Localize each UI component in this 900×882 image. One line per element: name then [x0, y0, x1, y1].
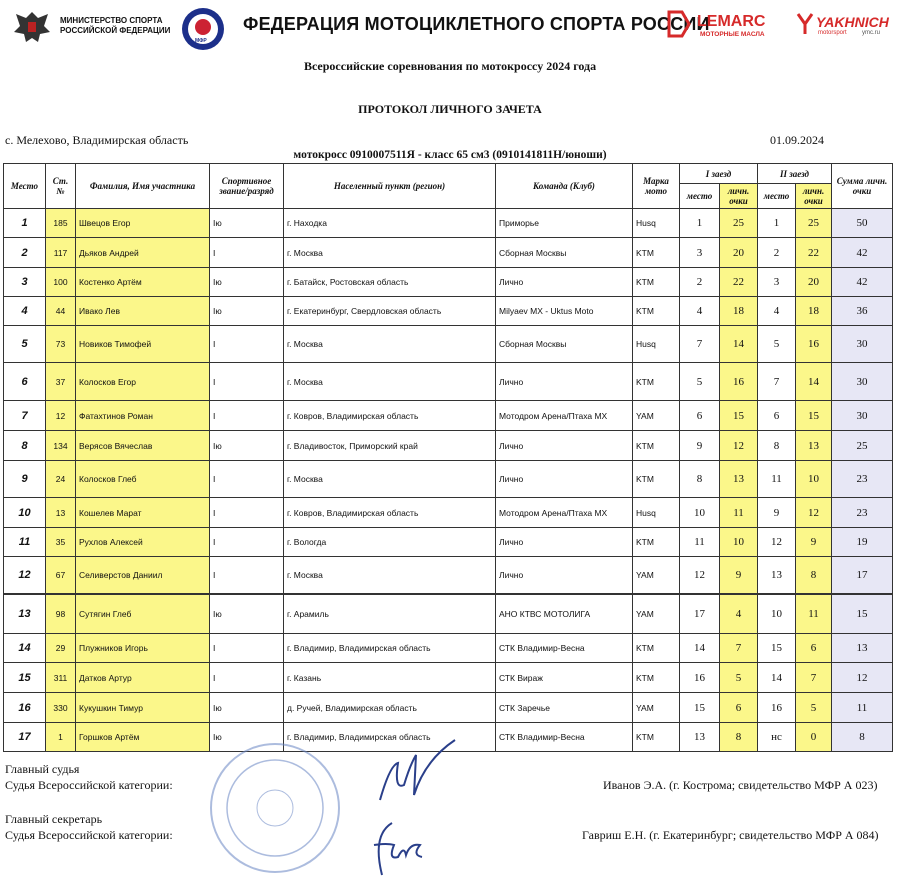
cell-race-2-place: 6: [758, 401, 796, 431]
competition-title: Всероссийские соревнования по мотокроссу 2024 года: [303, 59, 597, 73]
cell-place: 1: [4, 209, 46, 238]
cell-race-1-place: 9: [680, 431, 720, 461]
cell-team: Лично: [496, 268, 633, 297]
cell-race-2-place: нс: [758, 723, 796, 752]
table-row: [4, 461, 893, 498]
cell-race-1-points: 13: [720, 461, 758, 498]
cell-race-1-points: 22: [720, 268, 758, 297]
cell-sum: 42: [832, 238, 893, 268]
cell-place: 6: [4, 363, 46, 401]
cell-name: Колосков Глеб: [76, 461, 210, 498]
cell-rank: I: [210, 663, 284, 693]
cell-city: г. Казань: [284, 663, 496, 693]
cell-team: Приморье: [496, 209, 633, 238]
cell-start-no: 185: [46, 209, 76, 238]
cell-race-2-place: 14: [758, 663, 796, 693]
cell-place: 12: [4, 557, 46, 594]
chief-judge-title: Главный судья: [5, 762, 80, 776]
cell-place: 11: [4, 528, 46, 557]
cell-race-1-place: 11: [680, 528, 720, 557]
cell-start-no: 1: [46, 723, 76, 752]
cell-rank: I: [210, 528, 284, 557]
cell-name: Рухлов Алексей: [76, 528, 210, 557]
cell-start-no: 311: [46, 663, 76, 693]
cell-bike: Husq: [633, 209, 680, 238]
chief-judge-category: Судья Всероссийской категории:: [5, 778, 173, 792]
protocol-title: ПРОТОКОЛ ЛИЧНОГО ЗАЧЕТА: [358, 102, 542, 116]
cell-bike: KTM: [633, 431, 680, 461]
table-row: [4, 634, 893, 663]
cell-race-1-place: 1: [680, 209, 720, 238]
cell-name: Кошелев Марат: [76, 498, 210, 528]
cell-city: г. Вологда: [284, 528, 496, 557]
cell-name: Сутягин Глеб: [76, 594, 210, 634]
cell-city: г. Батайск, Ростовская область: [284, 268, 496, 297]
cell-name: Колосков Егор: [76, 363, 210, 401]
cell-team: Сборная Москвы: [496, 238, 633, 268]
cell-sum: 30: [832, 363, 893, 401]
cell-sum: 19: [832, 528, 893, 557]
cell-city: г. Ковров, Владимирская область: [284, 498, 496, 528]
cell-place: 16: [4, 693, 46, 723]
lemarc-subtitle: МОТОРНЫЕ МАСЛА: [700, 31, 765, 38]
cell-start-no: 73: [46, 326, 76, 363]
cell-name: Плужников Игорь: [76, 634, 210, 663]
cell-race-2-place: 9: [758, 498, 796, 528]
cell-race-2-points: 25: [796, 209, 832, 238]
cell-place: 9: [4, 461, 46, 498]
cell-sum: 12: [832, 663, 893, 693]
ministry-line-1: МИНИСТЕРСТВО СПОРТА: [60, 16, 163, 25]
cell-rank: Iю: [210, 268, 284, 297]
cell-race-2-points: 13: [796, 431, 832, 461]
mfr-logo-icon: [180, 6, 226, 52]
table-row: [4, 594, 893, 634]
cell-race-1-place: 17: [680, 594, 720, 634]
cell-team: Лично: [496, 557, 633, 594]
cell-city: г. Арамиль: [284, 594, 496, 634]
mfr-badge: МФР: [195, 38, 207, 44]
cell-race-2-points: 16: [796, 326, 832, 363]
cell-team: Сборная Москвы: [496, 326, 633, 363]
cell-race-1-points: 12: [720, 431, 758, 461]
cell-rank: Iю: [210, 431, 284, 461]
cell-name: Ивако Лев: [76, 297, 210, 326]
table-row: [4, 209, 893, 238]
table-row: [4, 528, 893, 557]
cell-start-no: 12: [46, 401, 76, 431]
cell-name: Фатахтинов Роман: [76, 401, 210, 431]
chief-judge-signature-icon: [370, 735, 460, 810]
col-name: Фамилия, Имя участника: [76, 164, 210, 209]
cell-place: 5: [4, 326, 46, 363]
ministry-name: [60, 16, 180, 36]
cell-name: Дьяков Андрей: [76, 238, 210, 268]
cell-place: 14: [4, 634, 46, 663]
cell-place: 4: [4, 297, 46, 326]
cell-sum: 23: [832, 498, 893, 528]
col-race-2: II заезд: [758, 164, 832, 184]
yakhnich-subtitle: motorsport: [818, 30, 847, 36]
table-row: [4, 326, 893, 363]
cell-race-1-place: 2: [680, 268, 720, 297]
cell-race-1-place: 14: [680, 634, 720, 663]
cell-rank: I: [210, 363, 284, 401]
cell-race-1-place: 7: [680, 326, 720, 363]
lemarc-logo-icon: [666, 10, 692, 38]
cell-rank: I: [210, 238, 284, 268]
cell-bike: KTM: [633, 461, 680, 498]
cell-sum: 30: [832, 326, 893, 363]
official-stamp-icon: [200, 738, 350, 878]
cell-bike: KTM: [633, 663, 680, 693]
cell-race-1-place: 10: [680, 498, 720, 528]
col-race-2-points: личн. очки: [796, 184, 832, 209]
cell-city: г. Находка: [284, 209, 496, 238]
col-sum: Сумма личн. очки: [832, 164, 893, 209]
cell-race-1-place: 8: [680, 461, 720, 498]
cell-race-2-points: 0: [796, 723, 832, 752]
cell-sum: 25: [832, 431, 893, 461]
col-rank: Спортивное звание/разряд: [210, 164, 284, 209]
cell-bike: Husq: [633, 326, 680, 363]
cell-race-2-points: 22: [796, 238, 832, 268]
cell-race-1-place: 6: [680, 401, 720, 431]
col-start-no: Ст. №: [46, 164, 76, 209]
cell-race-1-place: 3: [680, 238, 720, 268]
cell-race-1-points: 10: [720, 528, 758, 557]
cell-sum: 15: [832, 594, 893, 634]
cell-bike: YAM: [633, 557, 680, 594]
cell-bike: YAM: [633, 401, 680, 431]
event-date: 01.09.2024: [770, 133, 824, 147]
cell-race-2-place: 3: [758, 268, 796, 297]
cell-race-2-place: 2: [758, 238, 796, 268]
cell-bike: KTM: [633, 238, 680, 268]
cell-sum: 8: [832, 723, 893, 752]
table-row: [4, 401, 893, 431]
cell-name: Костенко Артём: [76, 268, 210, 297]
table-row: [4, 498, 893, 528]
cell-race-1-points: 4: [720, 594, 758, 634]
cell-rank: I: [210, 326, 284, 363]
cell-race-1-points: 6: [720, 693, 758, 723]
cell-race-2-place: 10: [758, 594, 796, 634]
cell-name: Селиверстов Даниил: [76, 557, 210, 594]
cell-start-no: 44: [46, 297, 76, 326]
cell-race-1-points: 20: [720, 238, 758, 268]
cell-start-no: 29: [46, 634, 76, 663]
cell-place: 2: [4, 238, 46, 268]
cell-race-1-points: 15: [720, 401, 758, 431]
cell-start-no: 98: [46, 594, 76, 634]
cell-team: Лично: [496, 461, 633, 498]
cell-rank: Iю: [210, 693, 284, 723]
cell-race-1-place: 12: [680, 557, 720, 594]
cell-name: Горшков Артём: [76, 723, 210, 752]
cell-race-1-place: 15: [680, 693, 720, 723]
cell-place: 8: [4, 431, 46, 461]
cell-race-1-points: 7: [720, 634, 758, 663]
cell-team: Лично: [496, 363, 633, 401]
cell-city: г. Владимир, Владимирская область: [284, 634, 496, 663]
cell-rank: I: [210, 401, 284, 431]
cell-sum: 11: [832, 693, 893, 723]
cell-rank: I: [210, 461, 284, 498]
cell-start-no: 13: [46, 498, 76, 528]
cell-bike: KTM: [633, 634, 680, 663]
cell-start-no: 35: [46, 528, 76, 557]
cell-city: д. Ручей, Владимирская область: [284, 693, 496, 723]
cell-race-1-points: 14: [720, 326, 758, 363]
cell-race-2-place: 1: [758, 209, 796, 238]
cell-race-2-place: 8: [758, 431, 796, 461]
secretary-category: Судья Всероссийской категории:: [5, 828, 173, 842]
event-location: с. Мелехово, Владимирская область: [5, 133, 189, 147]
cell-race-1-points: 8: [720, 723, 758, 752]
cell-team: АНО КТВС МОТОЛИГА: [496, 594, 633, 634]
cell-bike: KTM: [633, 723, 680, 752]
col-race-1-place: место: [680, 184, 720, 209]
cell-rank: Iю: [210, 297, 284, 326]
cell-race-2-points: 11: [796, 594, 832, 634]
cell-start-no: 37: [46, 363, 76, 401]
secretary-name: Гавриш Е.Н. (г. Екатеринбург; свидетельство МФР А 084): [582, 828, 879, 842]
cell-team: Milyaev MX - Uktus Moto: [496, 297, 633, 326]
cell-race-2-place: 4: [758, 297, 796, 326]
secretary-signature-icon: [362, 815, 432, 880]
cell-bike: KTM: [633, 528, 680, 557]
cell-start-no: 117: [46, 238, 76, 268]
cell-place: 7: [4, 401, 46, 431]
cell-race-2-points: 7: [796, 663, 832, 693]
cell-bike: KTM: [633, 363, 680, 401]
col-race-1: I заезд: [680, 164, 758, 184]
cell-rank: I: [210, 557, 284, 594]
cell-race-2-points: 14: [796, 363, 832, 401]
cell-race-1-points: 25: [720, 209, 758, 238]
cell-sum: 13: [832, 634, 893, 663]
table-row: [4, 693, 893, 723]
table-row: [4, 268, 893, 297]
table-row: [4, 238, 893, 268]
table-row: [4, 557, 893, 594]
cell-name: Кукушкин Тимур: [76, 693, 210, 723]
col-city: Населенный пункт (регион): [284, 164, 496, 209]
cell-race-2-place: 7: [758, 363, 796, 401]
cell-start-no: 330: [46, 693, 76, 723]
cell-place: 13: [4, 594, 46, 634]
class-title: мотокросс 0910007511Я - класс 65 см3 (0910141811Н/юноши): [293, 149, 607, 161]
cell-race-2-place: 13: [758, 557, 796, 594]
cell-race-1-points: 18: [720, 297, 758, 326]
chief-judge-name: Иванов Э.А. (г. Кострома; свидетельство МФР А 023): [603, 778, 878, 792]
cell-race-1-points: 11: [720, 498, 758, 528]
cell-team: СТК Заречье: [496, 693, 633, 723]
table-row: [4, 297, 893, 326]
cell-city: г. Екатеринбург, Свердловская область: [284, 297, 496, 326]
cell-race-1-place: 4: [680, 297, 720, 326]
cell-bike: YAM: [633, 693, 680, 723]
cell-race-2-place: 5: [758, 326, 796, 363]
cell-place: 10: [4, 498, 46, 528]
cell-sum: 42: [832, 268, 893, 297]
cell-sum: 17: [832, 557, 893, 594]
cell-race-2-points: 20: [796, 268, 832, 297]
cell-race-2-place: 12: [758, 528, 796, 557]
cell-team: Мотодром Арена/Птаха МХ: [496, 401, 633, 431]
cell-race-1-place: 5: [680, 363, 720, 401]
results-table: [3, 163, 893, 752]
yakhnich-logo-text: YAKHNICH: [816, 14, 889, 30]
cell-city: г. Ковров, Владимирская область: [284, 401, 496, 431]
col-team: Команда (Клуб): [496, 164, 633, 209]
cell-city: г. Владимир, Владимирская область: [284, 723, 496, 752]
cell-race-1-points: 9: [720, 557, 758, 594]
cell-rank: Iю: [210, 594, 284, 634]
ministry-line-2: РОССИЙСКОЙ ФЕДЕРАЦИИ: [60, 26, 171, 35]
cell-race-2-points: 15: [796, 401, 832, 431]
cell-start-no: 24: [46, 461, 76, 498]
table-row: [4, 431, 893, 461]
yakhnich-logo-icon: [796, 12, 814, 36]
cell-race-2-points: 5: [796, 693, 832, 723]
cell-race-2-place: 15: [758, 634, 796, 663]
cell-team: СТК Владимир-Весна: [496, 634, 633, 663]
lemarc-logo-text: LEMARC: [697, 13, 766, 30]
cell-start-no: 67: [46, 557, 76, 594]
cell-race-2-place: 16: [758, 693, 796, 723]
cell-place: 15: [4, 663, 46, 693]
cell-sum: 23: [832, 461, 893, 498]
cell-rank: I: [210, 498, 284, 528]
yakhnich-url: ymc.ru: [862, 30, 880, 36]
cell-bike: KTM: [633, 297, 680, 326]
cell-city: г. Москва: [284, 363, 496, 401]
cell-race-2-points: 12: [796, 498, 832, 528]
cell-bike: Husq: [633, 498, 680, 528]
cell-bike: YAM: [633, 594, 680, 634]
cell-team: Лично: [496, 528, 633, 557]
table-row: [4, 663, 893, 693]
cell-start-no: 100: [46, 268, 76, 297]
cell-team: СТК Вираж: [496, 663, 633, 693]
cell-rank: Iю: [210, 209, 284, 238]
cell-sum: 50: [832, 209, 893, 238]
col-bike: Марка мото: [633, 164, 680, 209]
col-race-2-place: место: [758, 184, 796, 209]
cell-race-2-place: 11: [758, 461, 796, 498]
cell-name: Верясов Вячеслав: [76, 431, 210, 461]
results-body: [4, 209, 893, 752]
cell-name: Швецов Егор: [76, 209, 210, 238]
cell-race-2-points: 9: [796, 528, 832, 557]
federation-name: ФЕДЕРАЦИЯ МОТОЦИКЛЕТНОГО СПОРТА РОССИИ: [243, 14, 710, 34]
col-place: Место: [4, 164, 46, 209]
cell-city: г. Москва: [284, 326, 496, 363]
cell-place: 3: [4, 268, 46, 297]
cell-race-2-points: 8: [796, 557, 832, 594]
cell-place: 17: [4, 723, 46, 752]
table-row: [4, 363, 893, 401]
cell-team: Лично: [496, 431, 633, 461]
cell-rank: Iю: [210, 723, 284, 752]
cell-race-2-points: 18: [796, 297, 832, 326]
russia-emblem-icon: [10, 8, 54, 46]
col-race-1-points: личн. очки: [720, 184, 758, 209]
cell-bike: KTM: [633, 268, 680, 297]
cell-city: г. Москва: [284, 461, 496, 498]
cell-rank: I: [210, 634, 284, 663]
cell-sum: 30: [832, 401, 893, 431]
cell-race-1-place: 16: [680, 663, 720, 693]
cell-city: г. Владивосток, Приморский край: [284, 431, 496, 461]
cell-start-no: 134: [46, 431, 76, 461]
cell-team: Мотодром Арена/Птаха МХ: [496, 498, 633, 528]
cell-name: Новиков Тимофей: [76, 326, 210, 363]
secretary-title: Главный секретарь: [5, 812, 103, 826]
cell-name: Датков Артур: [76, 663, 210, 693]
cell-sum: 36: [832, 297, 893, 326]
cell-team: СТК Владимир-Весна: [496, 723, 633, 752]
cell-race-2-points: 10: [796, 461, 832, 498]
cell-race-1-place: 13: [680, 723, 720, 752]
cell-city: г. Москва: [284, 238, 496, 268]
cell-city: г. Москва: [284, 557, 496, 594]
cell-race-1-points: 16: [720, 363, 758, 401]
cell-race-2-points: 6: [796, 634, 832, 663]
cell-race-1-points: 5: [720, 663, 758, 693]
